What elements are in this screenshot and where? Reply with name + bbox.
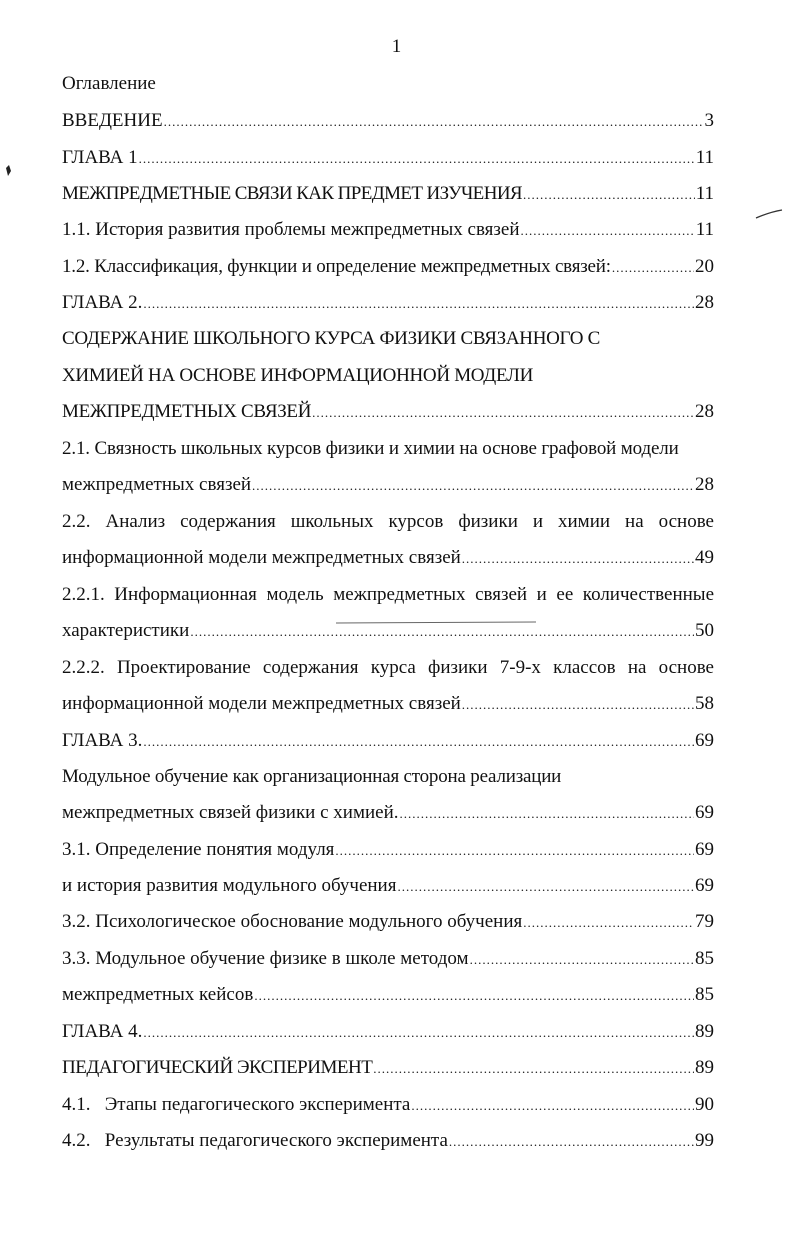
toc-entry-page: 89: [695, 1021, 714, 1042]
toc-chapter-2-title-line-2: ХИМИЕЙ НА ОСНОВЕ ИНФОРМАЦИОННОЙ МОДЕЛИ: [62, 365, 534, 386]
toc-entry-2-2-line-1: 2.2. Анализ содержания школьных курсов физики и химии на основе: [62, 511, 714, 532]
toc-entry-text: 1.2. Классификация, функции и определение межпредметных связей:: [62, 256, 611, 277]
toc-entry-page: 69: [695, 730, 714, 751]
toc-title: Оглавление: [62, 73, 156, 94]
toc-entry-text: ВВЕДЕНИЕ: [62, 110, 163, 131]
toc-chapter-2-title-line-1: СОДЕРЖАНИЕ ШКОЛЬНОГО КУРСА ФИЗИКИ СВЯЗАННОГО С: [62, 328, 601, 349]
scan-line: [336, 622, 536, 623]
toc-entry-2-1-line-1: 2.1. Связность школьных курсов физики и химии на основе графовой модели: [62, 438, 679, 459]
toc-entry-page: 11: [695, 183, 714, 204]
toc-entry-text: межпредметных связей физики с химией.: [62, 802, 399, 823]
toc-entry-text: ГЛАВА 2.: [62, 292, 143, 313]
scan-stroke: [756, 210, 782, 218]
toc-entry-text: 3.2. Психологическое обоснование модульного обучения: [62, 911, 523, 932]
toc-entry-page: 11: [695, 219, 714, 240]
toc-entry-2-2-1-line-1: 2.2.1. Информационная модель межпредметных связей и ее количественные: [62, 584, 714, 605]
toc-entry-text: 1.1. История развития проблемы межпредметных связей: [62, 219, 520, 240]
toc-entry-text: ГЛАВА 1: [62, 147, 138, 168]
toc-entry-text: характеристики: [62, 620, 190, 641]
toc-entry-text: межпредметных кейсов: [62, 984, 254, 1005]
toc-entry-page: 50: [695, 620, 714, 641]
toc-entry-page: 28: [695, 401, 714, 422]
toc-entry-page: 89: [695, 1057, 714, 1078]
toc-entry-page: 69: [695, 875, 714, 896]
toc-entry-2-2-2-line-1: 2.2.2. Проектирование содержания курса физики 7-9-х классов на основе: [62, 657, 714, 678]
toc-entry-page: 69: [695, 839, 714, 860]
toc-entry-text: МЕЖПРЕДМЕТНЫЕ СВЯЗИ КАК ПРЕДМЕТ ИЗУЧЕНИЯ: [62, 183, 523, 204]
toc-entry-text: 3.1. Определение понятия модуля: [62, 839, 335, 860]
page-number: 1: [391, 36, 402, 57]
toc-entry-page: 90: [695, 1094, 714, 1115]
toc-entry-text: 4.2. Результаты педагогического эксперимента: [62, 1130, 448, 1151]
toc-entry-text: ПЕДАГОГИЧЕСКИЙ ЭКСПЕРИМЕНТ: [62, 1057, 373, 1078]
toc-entry-page: 3: [704, 110, 714, 131]
toc-entry-text: МЕЖПРЕДМЕТНЫХ СВЯЗЕЙ: [62, 401, 312, 422]
toc-entry-text: ГЛАВА 4.: [62, 1021, 143, 1042]
toc-entry-page: 85: [695, 984, 714, 1005]
toc-entry-text: ГЛАВА 3.: [62, 730, 143, 751]
toc-entry-text: и история развития модульного обучения: [62, 875, 397, 896]
toc-entry-page: 58: [695, 693, 714, 714]
toc-entry-text: информационной модели межпредметных связей: [62, 693, 461, 714]
toc-entry-page: 28: [695, 474, 714, 495]
toc-entry-text: межпредметных связей: [62, 474, 252, 495]
scan-speck: [6, 165, 11, 176]
toc-entry-page: 11: [695, 147, 714, 168]
toc-entry-page: 99: [695, 1130, 714, 1151]
toc-entry-page: 28: [695, 292, 714, 313]
toc-entry-page: 49: [695, 547, 714, 568]
toc-entry-text: информационной модели межпредметных связей: [62, 547, 461, 568]
toc-entry-page: 79: [695, 911, 714, 932]
toc-entry-text: 4.1. Этапы педагогического эксперимента: [62, 1094, 411, 1115]
toc-entry-text: 3.3. Модульное обучение физике в школе методом: [62, 948, 469, 969]
toc-chapter-3-title-line-1: Модульное обучение как организационная сторона реализации: [62, 766, 562, 787]
toc-entry-page: 20: [695, 256, 714, 277]
toc-entry-page: 69: [695, 802, 714, 823]
toc-entry-page: 85: [695, 948, 714, 969]
